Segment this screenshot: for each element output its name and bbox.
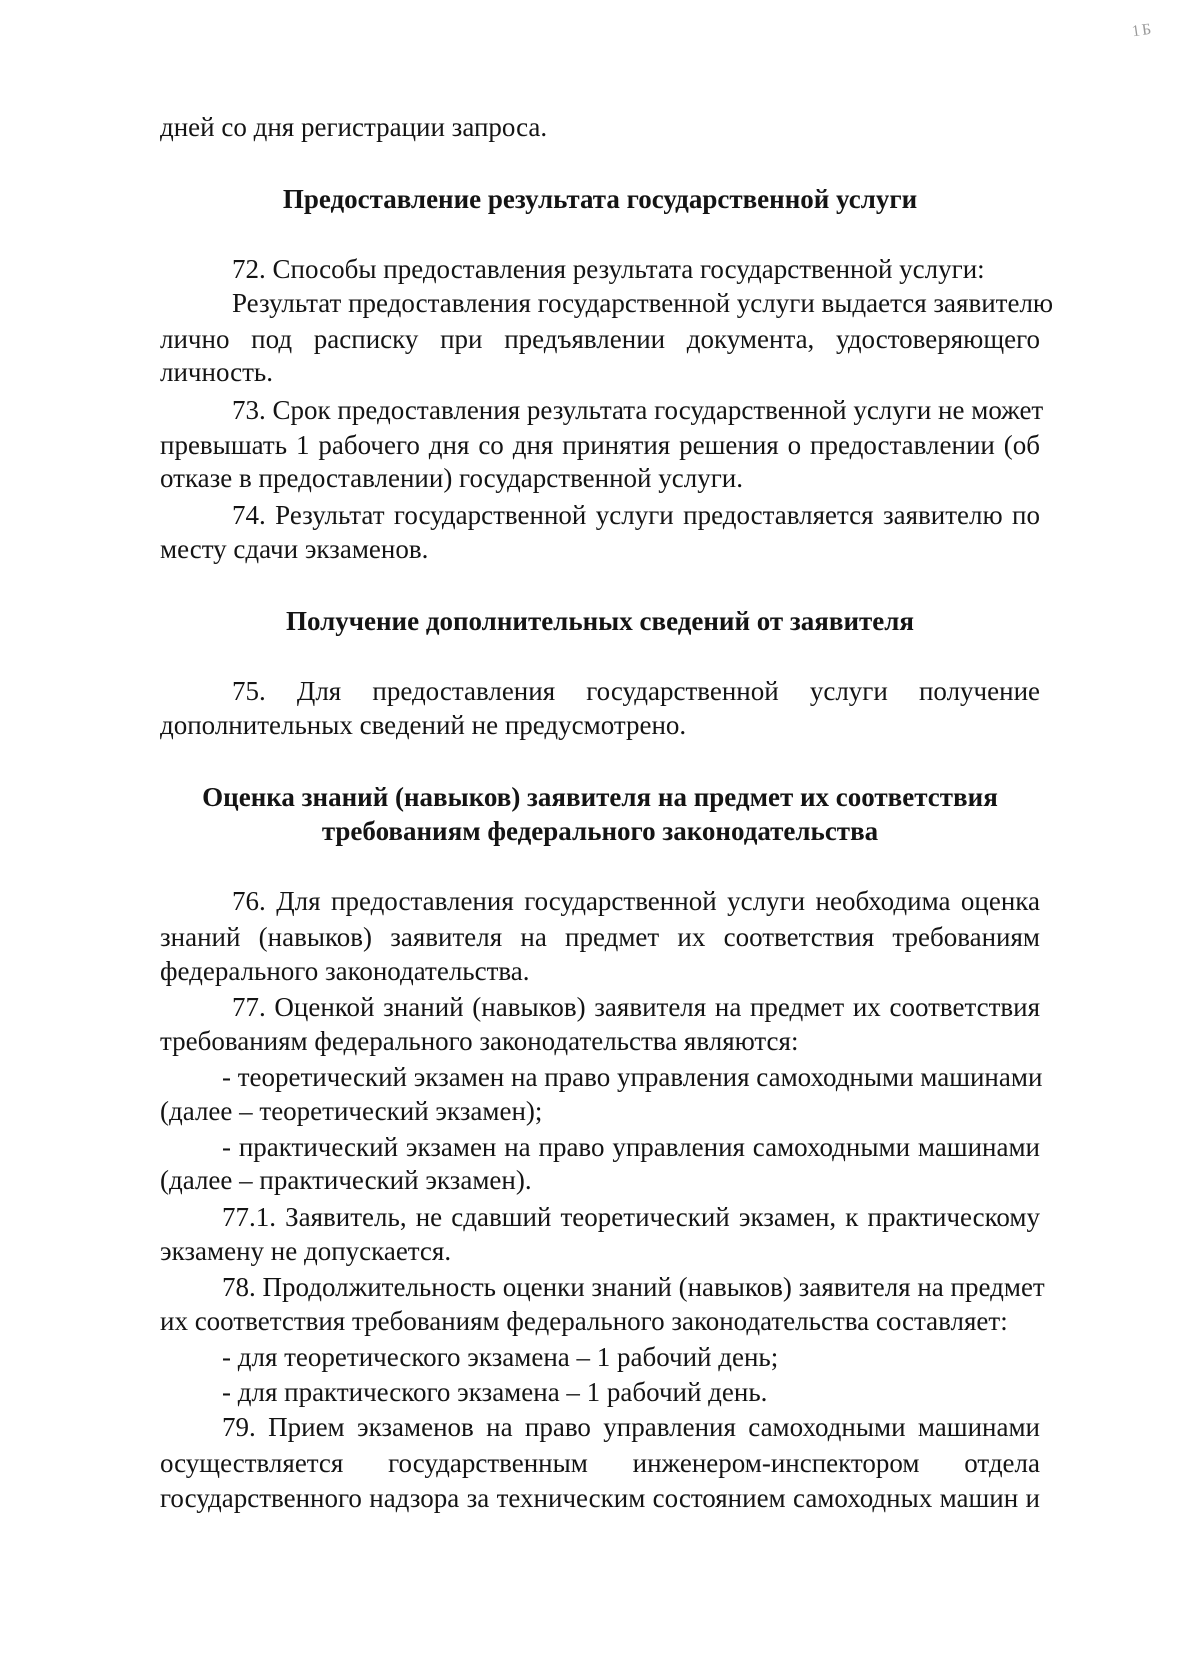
paragraph-75-line: дополнительных сведений не предусмотрено. — [160, 710, 687, 740]
page-corner-mark: 1Б — [1130, 20, 1155, 41]
list-item-line: - теоретический экзамен на право управления самоходными машинами — [222, 1062, 1043, 1092]
paragraph-79-line: государственного надзора за техническим состоянием самоходных машин и — [160, 1483, 1040, 1513]
paragraph-73-line: превышать 1 рабочего дня со дня принятия решения о предоставлении (об — [160, 430, 1040, 460]
paragraph-74-line: 74. Результат государственной услуги предоставляется заявителю по — [232, 500, 1040, 530]
list-item-line: - для практического экзамена – 1 рабочий день. — [222, 1377, 768, 1407]
paragraph-76-line: 76. Для предоставления государственной услуги необходима оценка — [232, 886, 1040, 916]
paragraph-78-line: 78. Продолжительность оценки знаний (навыков) заявителя на предмет — [222, 1272, 1045, 1302]
paragraph-77-1-line: экзамену не допускается. — [160, 1236, 452, 1266]
paragraph-78-line: их соответствия требованиям федерального законодательства составляет: — [160, 1306, 1008, 1336]
paragraph-74-line: месту сдачи экзаменов. — [160, 534, 429, 564]
paragraph-72-line: Результат предоставления государственной услуги выдается заявителю — [232, 288, 1054, 318]
paragraph-73-line: отказе в предоставлении) государственной услуги. — [160, 463, 743, 493]
paragraph-77-line: требованиям федерального законодательства являются: — [160, 1026, 799, 1056]
list-item-line: (далее – теоретический экзамен); — [160, 1096, 543, 1126]
paragraph-72-line: лично под расписку при предъявлении документа, удостоверяющего — [160, 324, 1040, 354]
paragraph-73-line: 73. Срок предоставления результата государственной услуги не может — [232, 395, 1044, 425]
paragraph-76-line: федерального законодательства. — [160, 956, 530, 986]
paragraph-72-line: личность. — [160, 357, 273, 387]
paragraph-76-line: знаний (навыков) заявителя на предмет их соответствия требованиям — [160, 922, 1040, 952]
text-line: дней со дня регистрации запроса. — [160, 112, 548, 142]
list-item-line: - практический экзамен на право управления самоходными машинами — [222, 1132, 1040, 1162]
paragraph-77-1-line: 77.1. Заявитель, не сдавший теоретический экзамен, к практическому — [222, 1202, 1040, 1232]
section-heading: Предоставление результата государственной услуги — [282, 184, 918, 214]
paragraph-79-line: осуществляется государственным инженером-инспектором отдела — [160, 1448, 1040, 1478]
list-item-line: (далее – практический экзамен). — [160, 1165, 532, 1195]
section-heading: Получение дополнительных сведений от заявителя — [285, 606, 915, 636]
list-item-line: - для теоретического экзамена – 1 рабочий день; — [222, 1342, 779, 1372]
section-heading: Оценка знаний (навыков) заявителя на предмет их соответствия — [202, 782, 998, 812]
paragraph-77-line: 77. Оценкой знаний (навыков) заявителя на предмет их соответствия — [232, 992, 1040, 1022]
paragraph-75-line: 75. Для предоставления государственной услуги получение — [232, 676, 1040, 706]
section-heading: требованиям федерального законодательства — [321, 816, 879, 846]
paragraph-79-line: 79. Прием экзаменов на право управления самоходными машинами — [222, 1412, 1040, 1442]
paragraph-72-line: 72. Способы предоставления результата государственной услуги: — [232, 254, 985, 284]
